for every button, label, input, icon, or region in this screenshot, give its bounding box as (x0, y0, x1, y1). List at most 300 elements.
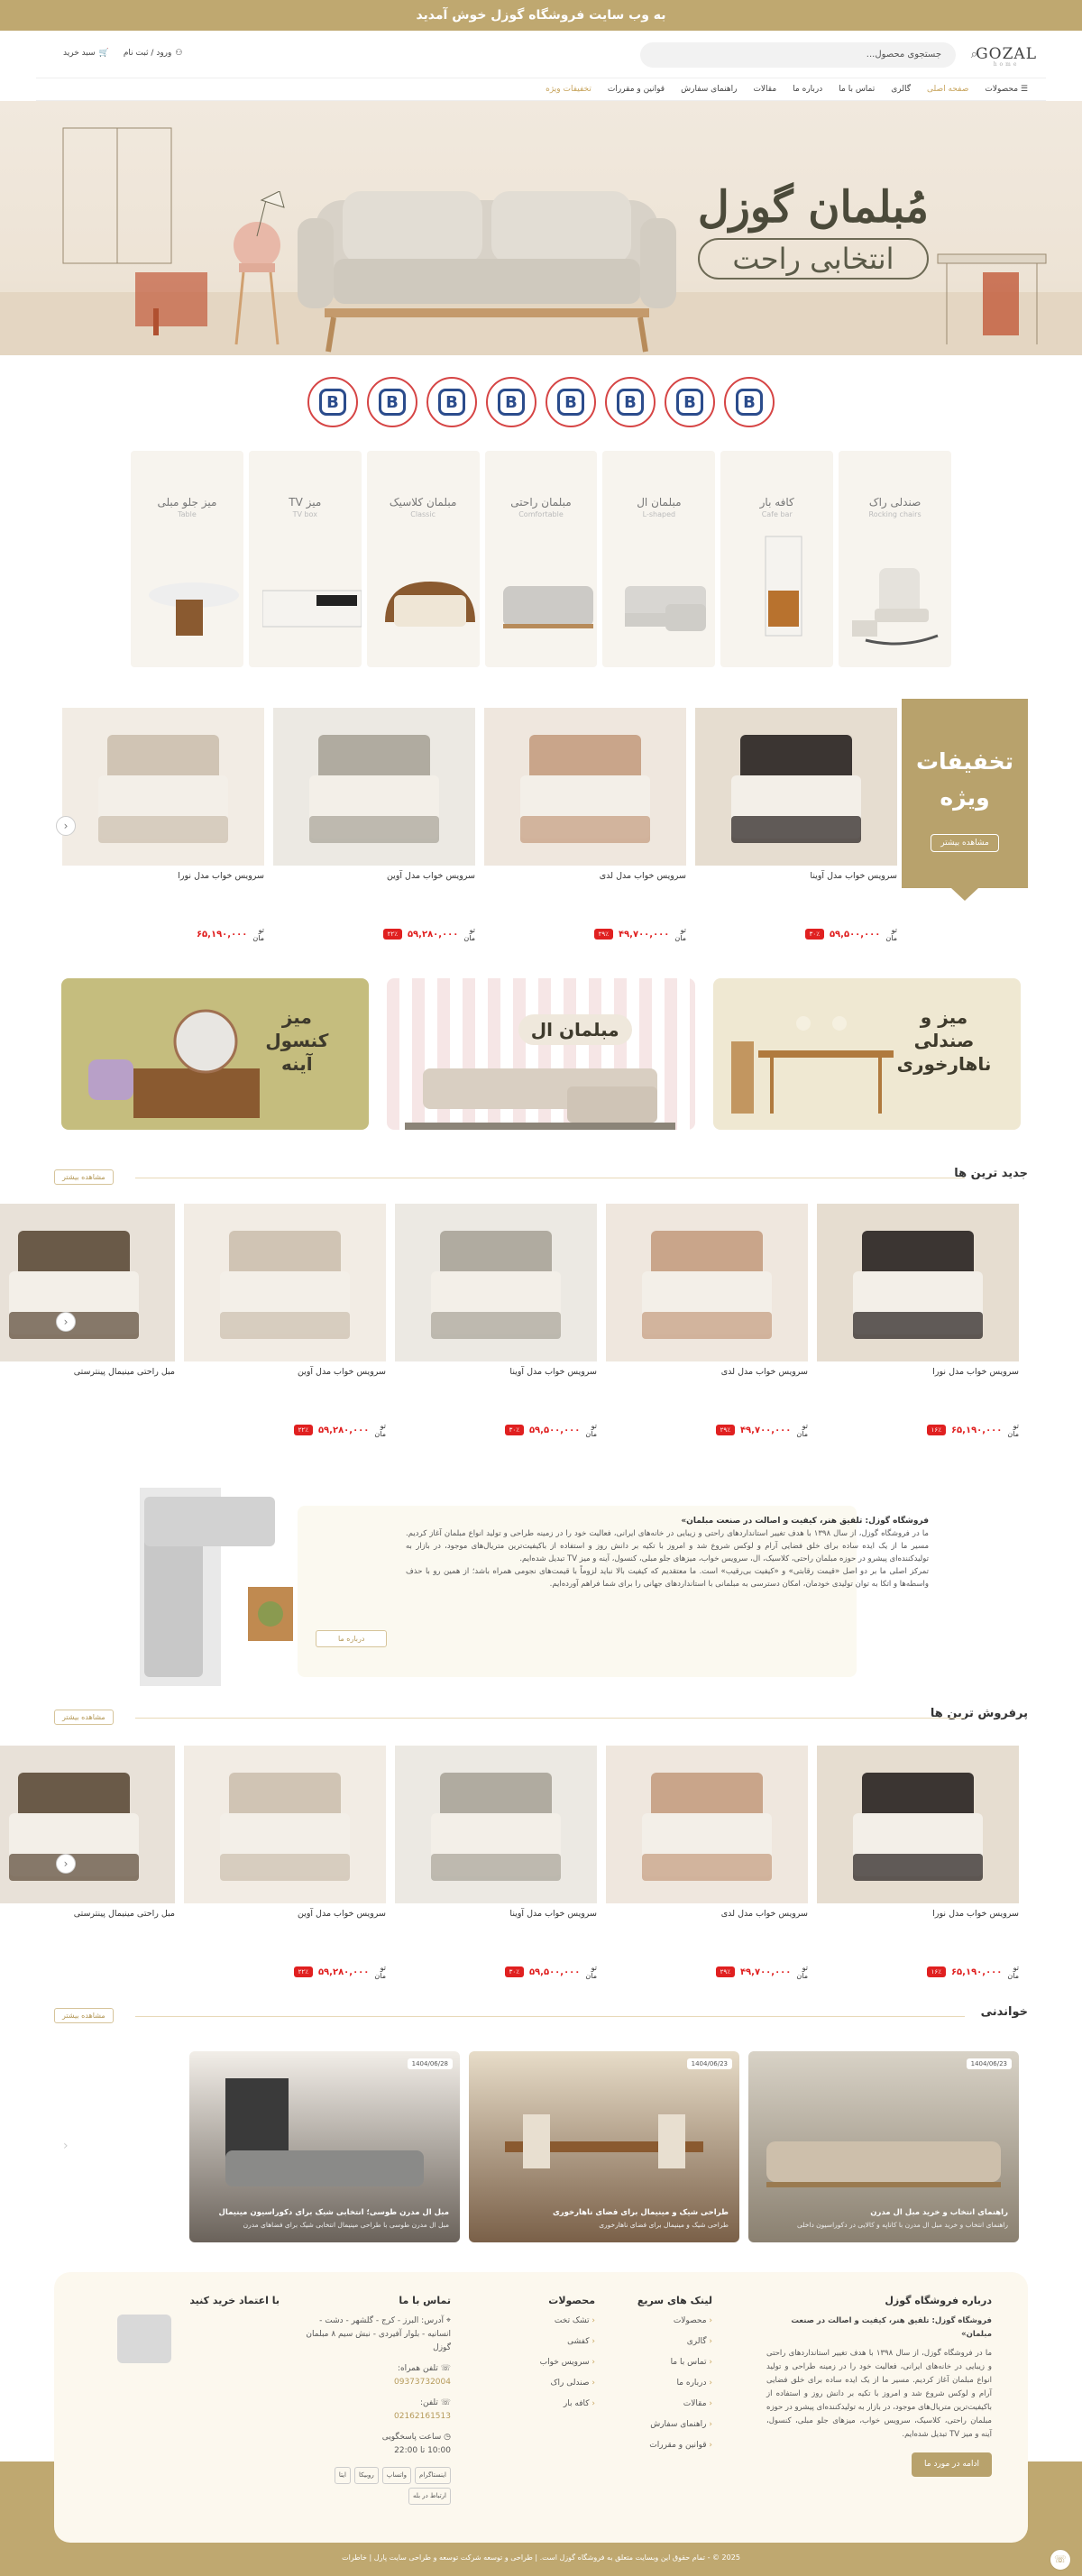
footer-link[interactable]: ‹ تماس با ما (613, 2356, 712, 2370)
price-unit (585, 1422, 597, 1438)
about-text (406, 1515, 929, 1591)
hero-room-sketch (45, 119, 225, 335)
product-image[interactable] (184, 1204, 386, 1361)
brand-logo[interactable] (367, 377, 417, 427)
bed-image (62, 708, 264, 866)
price-unit (1007, 1422, 1019, 1438)
price-value: ۶۵,۱۹۰,۰۰۰ (950, 1425, 1003, 1435)
footer-about-heading: فروشگاه گوزل: تلفیق هنر، کیفیت و اصالت در صنعت مبلمان» (791, 2316, 992, 2339)
bed-image (0, 1746, 175, 1903)
category-name: میز TV (289, 496, 322, 509)
footer-mobile[interactable] (298, 2362, 451, 2389)
cart-label: سبد خرید (63, 49, 96, 58)
about-heading: فروشگاه گوزل: تلفیق هنر، کیفیت و اصالت در صنعت مبلمان» (681, 1517, 929, 1526)
footer-link[interactable]: ‹ صندلی راک (496, 2377, 595, 2390)
blog-title: خواندنی (980, 2005, 1028, 2019)
product-card[interactable] (606, 1746, 808, 1980)
product-image[interactable] (606, 1746, 808, 1903)
hero-title-block (698, 182, 929, 280)
product-name[interactable]: سرویس خواب مدل لدی (599, 871, 686, 881)
blog-image (207, 2078, 442, 2196)
footer-link[interactable]: ‹ تشک تخت (496, 2315, 595, 2328)
newest-product-row (54, 1204, 1019, 1438)
nav-contact[interactable]: تماس با ما (839, 85, 876, 94)
welcome-bar (0, 0, 1082, 31)
footer-about (766, 2294, 992, 2477)
product-price (395, 1964, 597, 1980)
bestsellers-title: پرفروش ترین ها (930, 1707, 1028, 1720)
footer-contact-title: تماس با ما (399, 2295, 451, 2306)
bale-link[interactable]: ارتباط در بله (408, 2488, 451, 2505)
product-name[interactable]: سرویس خواب مدل آوینا (810, 871, 897, 881)
nav-discounts[interactable]: تخفیفات ویژه (546, 85, 591, 94)
product-price (184, 1422, 386, 1438)
nav-home[interactable]: صفحه اصلی (927, 85, 969, 94)
bestsellers-product-row (54, 1746, 1019, 1980)
price-unit-1: تو (591, 1422, 597, 1430)
hero-lamp-table (216, 191, 298, 353)
login-link[interactable] (124, 49, 183, 58)
product-name[interactable]: سرویس خواب مدل آوینا (509, 1367, 597, 1377)
price-unit-1: تو (891, 926, 897, 934)
brand-logo[interactable] (486, 377, 536, 427)
blog-card[interactable] (469, 2051, 739, 2242)
product-name[interactable]: سرویس خواب مدل آوین (297, 1367, 386, 1377)
price-value: ۵۹,۵۰۰,۰۰۰ (528, 1966, 581, 1977)
copyright: 2025 © - تمام حقوق این وبسایت متعلق به فروشگاه گوزل است. | طراحی و توسعه شرکت توسعه و طراحی سایت پارل | خاطرات (342, 2553, 740, 2562)
footer-phone2-label: تلفن: (419, 2398, 438, 2407)
price-value: ۴۹,۷۰۰,۰۰۰ (618, 929, 670, 940)
banner-title: مبلمان ال (518, 1014, 632, 1045)
discount-badge: ۲۹٪ (716, 1425, 735, 1435)
price-unit-2: مان (1007, 1972, 1019, 1980)
bed-image (817, 1204, 1019, 1361)
price-unit-1: تو (380, 1422, 386, 1430)
special-offers-box (902, 699, 1028, 888)
price-unit-1: تو (1013, 1422, 1019, 1430)
blog-more-button[interactable]: مشاهده بیشتر (54, 2008, 114, 2023)
brand-logo[interactable] (605, 377, 656, 427)
price-unit-2: مان (463, 934, 475, 942)
clock-icon: ◷ (444, 2433, 451, 2442)
brand-logos-row (0, 377, 1082, 427)
footer-link[interactable]: ‹ کافه بار (496, 2397, 595, 2411)
coffee-table-image (144, 550, 243, 649)
product-image[interactable] (817, 1204, 1019, 1361)
blog-post-title: طراحی شیک و مینیمال برای فضای ناهارخوری (552, 2208, 729, 2217)
product-name[interactable]: مبل راحتی مینیمال پینترستی (73, 1367, 175, 1377)
product-card[interactable] (184, 1204, 386, 1438)
price-unit-1: تو (469, 926, 475, 934)
footer-contact (298, 2294, 451, 2505)
footer-address (298, 2315, 451, 2355)
price-unit (374, 1964, 386, 1980)
bed-image (184, 1746, 386, 1903)
price-unit (374, 1422, 386, 1438)
discount-badge: ۳۰٪ (805, 929, 824, 940)
hero-subtitle: انتخابی راحت (698, 238, 929, 280)
footer-about-text: ما در فروشگاه گوزل، از سال ۱۳۹۸ با هدف تغییر استانداردهای راحتی و زیبایی در خانه‌های ایرانی، فعالیت خود را در زمینه طراحی و تولید انواع مبلمان آغاز کردیم. مسیر ما از یک ایده ساده برای خلق فضایی آرام و لوکس شروع شد و امروز با تکیه بر دانش روز و استفاده از باکیفیت‌ترین متریال‌های موجود، در بازار به تولیدکننده‌ای پیشرو در حوزه مبلمان راحتی، کلاسیک، سرویس خواب، میزهای جلو مبلی، کنسول، آینه و میز TV تبدیل شده‌ایم. (766, 2349, 993, 2439)
hero-dining-sketch (929, 218, 1064, 353)
product-card[interactable] (695, 708, 897, 942)
category-card-tv-table[interactable] (249, 451, 362, 667)
hero-title: مُبلمان گوزل (697, 182, 929, 233)
footer-phone1-label: تلفن همراه: (397, 2364, 438, 2373)
banner-l-sofa[interactable] (387, 978, 694, 1130)
location-icon: ⌖ (445, 2316, 451, 2325)
category-name-en: TV box (292, 510, 317, 518)
blog-post-sub: راهنمای انتخاب و خرید مبل ال مدرن با کاناپه و کالایی در دکوراسیون داخلی (796, 2221, 1008, 2229)
price-unit-1: تو (802, 1422, 808, 1430)
classic-sofa-image (381, 550, 480, 649)
price-unit-1: تو (258, 926, 264, 934)
product-image[interactable] (395, 1204, 597, 1361)
category-card-classic[interactable] (367, 451, 480, 667)
product-name[interactable]: سرویس خواب مدل آوین (297, 1909, 386, 1919)
trust-badge-image[interactable] (117, 2315, 171, 2363)
product-price (62, 926, 264, 942)
bestsellers-products (54, 1746, 1019, 1980)
about-block (117, 1488, 947, 1686)
bed-image (0, 1204, 175, 1361)
price-value: ۵۹,۵۰۰,۰۰۰ (528, 1425, 581, 1435)
footer-about-button[interactable]: ادامه در مورد ما (912, 2452, 992, 2477)
footer-products-title: محصولات (548, 2295, 595, 2306)
about-sofa-topview-image (131, 1488, 293, 1686)
footer-link[interactable]: ‹ کفشی (496, 2335, 595, 2349)
footer-phone2: 02162161513 (394, 2412, 451, 2421)
price-unit-2: مان (674, 934, 686, 942)
footer-link[interactable]: ‹ سرویس خواب (496, 2356, 595, 2370)
brand-mark: B (438, 389, 465, 416)
category-card-comfortable[interactable] (485, 451, 598, 667)
product-name[interactable]: سرویس خواب مدل آوین (386, 871, 475, 881)
footer-quick-links (613, 2294, 712, 2460)
cart-icon: 🛒 (98, 49, 109, 58)
category-name-en: L-shaped (642, 510, 676, 518)
cart-button[interactable] (63, 49, 109, 58)
blog-caption (480, 2207, 729, 2232)
product-image[interactable] (0, 1746, 175, 1903)
search-placeholder: جستجوی محصول... (866, 50, 941, 60)
product-price (395, 1422, 597, 1438)
footer-link[interactable]: ‹ مقالات (613, 2397, 712, 2411)
blog-post-title: راهنمای انتخاب و خرید مبل ال مدرن (870, 2208, 1008, 2217)
product-image[interactable] (695, 708, 897, 866)
category-name: مبلمان ال (637, 496, 682, 509)
footer-link[interactable]: ‹ محصولات (613, 2315, 712, 2328)
search-input[interactable] (640, 42, 977, 68)
blog-image (766, 2132, 1001, 2196)
site-logo[interactable] (976, 45, 1037, 68)
offers-next-arrow[interactable]: ‹ (56, 816, 76, 836)
blog-post-title: مبل ال مدرن طوسی؛ انتخابی شیک برای دکوراسیون مینیمال (218, 2208, 449, 2217)
newest-more-button[interactable]: مشاهده بیشتر (54, 1169, 114, 1185)
product-image[interactable] (0, 1204, 175, 1361)
price-unit-2: مان (585, 1430, 597, 1438)
product-image[interactable] (817, 1746, 1019, 1903)
phone-float-icon[interactable]: ☏ (1050, 2549, 1071, 2571)
blog-date: 1404/06/28 (408, 2058, 453, 2069)
nav-rules[interactable]: قوانین و مقررات (607, 85, 665, 94)
product-price (817, 1964, 1019, 1980)
blog-date: 1404/06/23 (687, 2058, 732, 2069)
eitaa-link[interactable]: ایتا (335, 2467, 351, 2484)
footer-link[interactable]: ‹ راهنمای سفارش (613, 2418, 712, 2432)
discount-badge: ۲۲٪ (294, 1966, 313, 1977)
product-image[interactable] (184, 1746, 386, 1903)
about-paragraph-2: تمرکز اصلی ما بر دو اصل «قیمت رقابتی» و «کیفیت بی‌رقیب» است. ما معتقدیم که کیفیت بالا نباید لزوماً با قیمت‌های نجومی همراه باشد؛ از همین رو با حذف واسطه‌ها و اتکا به توان تولیدی خودمان، امکان دسترسی به مبلمانی با استانداردهای جهانی را برای شما فراهم آورده‌ایم. (406, 1567, 929, 1589)
offers-title-line2: ویژه (940, 784, 990, 811)
whatsapp-link[interactable]: واتساپ (382, 2467, 411, 2484)
price-unit-2: مان (252, 934, 264, 942)
rocking-chair-image (852, 550, 951, 649)
product-name[interactable]: سرویس خواب مدل لدی (720, 1909, 808, 1919)
product-card[interactable] (817, 1204, 1019, 1438)
header-actions (63, 49, 182, 58)
category-card-l-shaped[interactable] (602, 451, 715, 667)
product-image[interactable] (62, 708, 264, 866)
discount-badge: ۱۶٪ (927, 1966, 946, 1977)
offers-products (50, 708, 897, 942)
blog-prev-arrow[interactable]: ‹ (63, 2139, 69, 2153)
price-unit-2: مان (796, 1430, 808, 1438)
nav-products[interactable]: ☰ محصولات (985, 85, 1028, 94)
blog-posts (189, 2051, 1019, 2242)
banner-title: میز کنسول آینه (265, 1006, 329, 1075)
product-card[interactable] (395, 1204, 597, 1438)
product-name[interactable]: سرویس خواب مدل نورا (932, 1909, 1019, 1919)
logo-text: GOZAL (976, 45, 1037, 63)
category-card-rocking-chair[interactable] (839, 451, 951, 667)
price-unit (585, 1964, 597, 1980)
bed-image (606, 1746, 808, 1903)
footer-about-title: درباره فروشگاه گوزل (885, 2295, 992, 2306)
footer-link[interactable]: ‹ قوانین و مقررات (613, 2439, 712, 2452)
brand-mark: B (498, 389, 525, 416)
footer-link[interactable]: ‹ درباره ما (613, 2377, 712, 2390)
bestsellers-next-arrow[interactable]: ‹ (56, 1854, 76, 1874)
l-sofa-banner-image (405, 1032, 675, 1130)
dining-set-image (731, 1014, 912, 1123)
section-divider (135, 2016, 965, 2017)
product-name[interactable]: سرویس خواب مدل نورا (932, 1367, 1019, 1377)
product-card[interactable] (0, 1746, 175, 1980)
footer-trust-title: با اعتماد خرید کنید (189, 2295, 280, 2306)
hero-sofa-image (298, 173, 676, 353)
category-name-en: Rocking chairs (868, 510, 922, 518)
price-value: ۵۹,۲۸۰,۰۰۰ (317, 1966, 370, 1977)
bed-image (184, 1204, 386, 1361)
price-value: ۴۹,۷۰۰,۰۰۰ (739, 1425, 792, 1435)
brand-logo[interactable] (724, 377, 775, 427)
phone-icon: ☏ (440, 2364, 451, 2373)
product-price (695, 926, 897, 942)
footer-phone[interactable] (298, 2397, 451, 2424)
footer-social (298, 2467, 451, 2505)
nav-gallery[interactable]: گالری (891, 85, 912, 94)
offers-title-line1: تخفیفات (915, 748, 1014, 775)
price-unit (1007, 1964, 1019, 1980)
user-icon: ⚇ (175, 49, 183, 58)
product-card[interactable] (606, 1204, 808, 1438)
bed-image (606, 1204, 808, 1361)
comfort-sofa-image (499, 550, 598, 649)
blog-caption (759, 2207, 1008, 2232)
category-name-en: Table (178, 510, 197, 518)
product-image[interactable] (606, 1204, 808, 1361)
offers-product-row (50, 708, 897, 942)
brand-logo[interactable] (307, 377, 358, 427)
product-price (606, 1422, 808, 1438)
category-card-cafe-bar[interactable] (720, 451, 833, 667)
banner-title: میز و صندلی ناهارخوری (896, 1006, 992, 1075)
category-name-en: Cafe bar (761, 510, 793, 518)
bed-image (817, 1746, 1019, 1903)
product-price (484, 926, 686, 942)
discount-badge: ۲۹٪ (594, 929, 613, 940)
blog-caption (200, 2207, 449, 2232)
brand-mark: B (379, 389, 406, 416)
brand-mark: B (736, 389, 763, 416)
price-unit (796, 1964, 808, 1980)
newest-title: جدید ترین ها (954, 1167, 1028, 1180)
section-divider (135, 1718, 965, 1719)
category-name: کافه بار (759, 496, 794, 509)
price-unit-2: مان (1007, 1430, 1019, 1438)
footer-products (496, 2294, 595, 2418)
category-carousel (131, 451, 951, 667)
discount-badge: ۲۲٪ (383, 929, 402, 940)
price-unit-1: تو (591, 1964, 597, 1972)
about-us-button[interactable]: درباره ما (316, 1630, 387, 1647)
product-price (184, 1964, 386, 1980)
price-value: ۴۹,۷۰۰,۰۰۰ (739, 1966, 792, 1977)
cafe-bar-image (734, 514, 833, 658)
category-name: میز جلو مبلی (157, 496, 217, 509)
welcome-text: به وب سایت فروشگاه گوزل خوش آمدید (416, 8, 666, 23)
instagram-link[interactable]: اینستاگرام (415, 2467, 451, 2484)
product-card[interactable] (484, 708, 686, 942)
product-card[interactable] (395, 1746, 597, 1980)
nav-about[interactable]: درباره ما (793, 85, 823, 94)
price-value: ۵۹,۵۰۰,۰۰۰ (829, 929, 881, 940)
banner-dining[interactable] (713, 978, 1021, 1130)
footer-hours-value: 10:00 تا 22:00 (394, 2446, 451, 2455)
nav-label: محصولات (985, 85, 1019, 94)
bestsellers-more-button[interactable]: مشاهده بیشتر (54, 1710, 114, 1725)
price-unit-2: مان (796, 1972, 808, 1980)
category-card-coffee-table[interactable] (131, 451, 243, 667)
brand-mark: B (319, 389, 346, 416)
category-name-en: Classic (410, 510, 436, 518)
price-unit-2: مان (374, 1430, 386, 1438)
blog-post-sub: طراحی شیک و مینیمال برای فضای ناهارخوری (599, 2221, 729, 2229)
price-unit-2: مان (374, 1972, 386, 1980)
product-name[interactable]: مبل راحتی مینیمال پینترستی (73, 1909, 175, 1919)
discount-badge: ۲۲٪ (294, 1425, 313, 1435)
site-header (0, 31, 1082, 78)
tv-table-image (262, 550, 362, 649)
blog-image (487, 2105, 721, 2196)
product-card[interactable] (0, 1204, 175, 1438)
blog-row (189, 2051, 1019, 2242)
nav-articles[interactable]: مقالات (753, 85, 777, 94)
product-card[interactable] (817, 1746, 1019, 1980)
price-unit (674, 926, 686, 942)
category-name-en: Comfortable (518, 510, 564, 518)
bed-image (273, 708, 475, 866)
newest-next-arrow[interactable]: ‹ (56, 1312, 76, 1332)
hero-banner[interactable] (0, 101, 1082, 355)
offers-more-button[interactable]: مشاهده بیشتر (931, 834, 999, 852)
price-unit-1: تو (680, 926, 686, 934)
price-value: ۶۵,۱۹۰,۰۰۰ (196, 929, 248, 940)
product-name[interactable]: سرویس خواب مدل آوینا (509, 1909, 597, 1919)
brand-mark: B (617, 389, 644, 416)
blog-card[interactable] (189, 2051, 460, 2242)
newest-header (54, 1167, 1028, 1185)
product-image[interactable] (395, 1746, 597, 1903)
product-card[interactable] (62, 708, 264, 942)
product-price (273, 926, 475, 942)
rubika-link[interactable]: روبیکا (354, 2467, 379, 2484)
footer-links-title: لینک های سریع (637, 2295, 712, 2306)
product-image[interactable] (484, 708, 686, 866)
product-card[interactable] (184, 1746, 386, 1980)
price-unit (885, 926, 897, 942)
price-unit-2: مان (585, 1972, 597, 1980)
category-name: مبلمان کلاسیک (389, 496, 457, 509)
category-name: مبلمان راحتی (510, 496, 572, 509)
price-unit-1: تو (380, 1964, 386, 1972)
bed-image (695, 708, 897, 866)
blog-card[interactable] (748, 2051, 1019, 2242)
about-paragraph-1: ما در فروشگاه گوزل، از سال ۱۳۹۸ با هدف تغییر استانداردهای راحتی و زیبایی در خانه‌های ایرانی، فعالیت خود را در زمینه طراحی و تولید انواع مبلمان آغاز کردیم. مسیر ما از یک ایده ساده برای خلق فضایی آرام و لوکس شروع شد و امروز با تکیه بر دانش روز و استفاده از باکیفیت‌ترین متریال‌های موجود، در بازار به تولیدکننده‌ای پیشرو در حوزه مبلمان راحتی، کلاسیک، ال، سرویس خواب، میزهای جلو مبلی، کنسول، آینه و میز TV تبدیل شده‌ایم. (406, 1529, 929, 1563)
footer-address-text: آدرس: البرز - کرج - گلشهر - دشت - انسانیه - بلوار آفیردی - نبش سیم ۸ مبلمان گوزل (306, 2316, 451, 2352)
product-image[interactable] (273, 708, 475, 866)
brand-mark: B (676, 389, 703, 416)
product-name[interactable]: سرویس خواب مدل لدی (720, 1367, 808, 1377)
bed-image (395, 1204, 597, 1361)
discount-badge: ۳۰٪ (505, 1966, 524, 1977)
promo-banners (61, 978, 1021, 1130)
discount-badge: ۲۹٪ (716, 1966, 735, 1977)
price-unit (796, 1422, 808, 1438)
product-card[interactable] (273, 708, 475, 942)
price-unit-1: تو (1013, 1964, 1019, 1972)
product-price (817, 1422, 1019, 1438)
price-unit-2: مان (885, 934, 897, 942)
price-value: ۵۹,۲۸۰,۰۰۰ (407, 929, 459, 940)
product-name[interactable]: سرویس خواب مدل نورا (178, 871, 264, 881)
login-label: ورود / ثبت نام (123, 49, 172, 58)
brand-logo[interactable] (426, 377, 477, 427)
footer-products-list (496, 2315, 595, 2411)
l-sofa-image (616, 550, 715, 649)
footer-trust (99, 2294, 280, 2363)
footer-link[interactable]: ‹ گالری (613, 2335, 712, 2349)
discount-badge: ۳۰٪ (505, 1425, 524, 1435)
price-value: ۵۹,۲۸۰,۰۰۰ (317, 1425, 370, 1435)
brand-logo[interactable] (665, 377, 715, 427)
nav-order-guide[interactable]: راهنمای سفارش (681, 85, 738, 94)
search-icon[interactable]: ⌕ (970, 48, 977, 61)
main-nav (36, 78, 1046, 101)
banner-console[interactable] (61, 978, 369, 1130)
phone-icon: ☏ (440, 2398, 451, 2407)
brand-logo[interactable] (546, 377, 596, 427)
